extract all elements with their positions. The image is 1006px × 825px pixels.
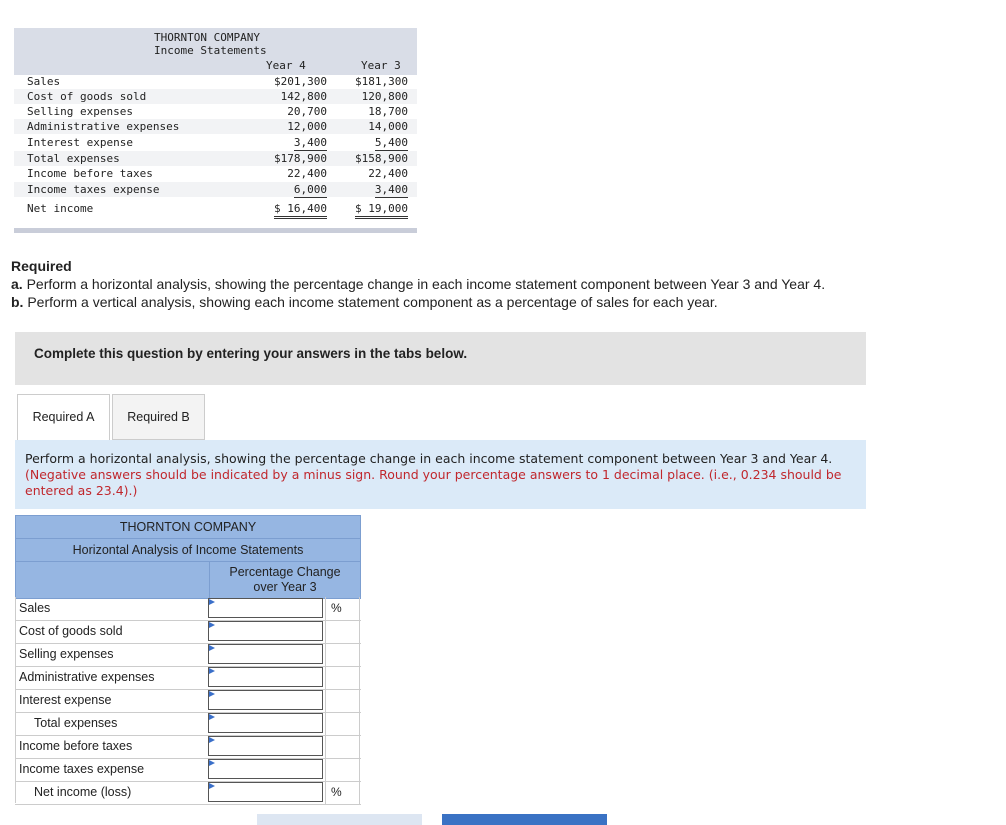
- answer-row-label: Cost of goods sold: [19, 624, 123, 638]
- year3-value: 18,700: [368, 105, 408, 118]
- percentage-change-line1: Percentage Change: [229, 565, 341, 579]
- required-b-prefix: b.: [11, 294, 24, 310]
- required-heading: Required: [11, 258, 72, 274]
- required-a: [11, 275, 825, 293]
- percent-sign: %: [331, 601, 342, 615]
- table-row: [15, 620, 361, 644]
- cell-divider: [325, 620, 326, 643]
- year4-value: 6,000: [293, 183, 327, 196]
- selling-pct-input[interactable]: [208, 644, 323, 664]
- year4-value: 3,400: [293, 136, 327, 149]
- year3-value: 22,400: [368, 167, 408, 180]
- answer-row-label: Administrative expenses: [19, 670, 155, 684]
- cogs-pct-input[interactable]: [208, 621, 323, 641]
- year4-value: 12,000: [287, 120, 327, 133]
- cell-divider: [359, 781, 360, 804]
- cell-divider: [325, 666, 326, 689]
- statement-row: [14, 182, 417, 197]
- year4-value: $201,300: [274, 75, 327, 88]
- answer-row-label: Income before taxes: [19, 739, 133, 753]
- percent-sign: %: [331, 785, 342, 799]
- required-b-text: Perform a vertical analysis, showing each income statement component as a percentage of sales for each year.: [23, 294, 718, 310]
- row-label: Cost of goods sold: [27, 90, 147, 103]
- year4-header: Year 4: [266, 59, 306, 72]
- statement-row: [14, 89, 417, 104]
- year3-value: 14,000: [368, 120, 408, 133]
- cell-divider: [325, 643, 326, 666]
- statement-row: [14, 151, 417, 166]
- row-label: Administrative expenses: [27, 120, 180, 133]
- table-row: [15, 758, 361, 782]
- statement-title: Income Statements: [154, 44, 267, 57]
- year4-value: $178,900: [274, 152, 327, 165]
- table-row: [15, 781, 361, 805]
- answer-row-label: Selling expenses: [19, 647, 114, 661]
- year4-value: $ 16,400: [274, 201, 327, 219]
- year3-header: Year 3: [361, 59, 401, 72]
- cell-divider: [325, 735, 326, 758]
- year3-value: $ 19,000: [355, 201, 408, 219]
- interest-pct-input[interactable]: [208, 690, 323, 710]
- cell-divider: [359, 597, 360, 620]
- cell-divider: [325, 712, 326, 735]
- table-row: [15, 689, 361, 713]
- cell-divider: [359, 620, 360, 643]
- required-a-text: Perform a horizontal analysis, showing the percentage change in each income statement component between Year 3 and Year 4.: [22, 276, 826, 292]
- prev-tab-button[interactable]: [257, 814, 422, 825]
- answer-row-label: Sales: [19, 601, 51, 615]
- statement-company: THORNTON COMPANY: [154, 31, 260, 44]
- answer-company: THORNTON COMPANY: [15, 515, 361, 539]
- income-statement-table: [14, 28, 417, 233]
- year3-value: 3,400: [374, 183, 408, 196]
- row-label: Interest expense: [27, 136, 133, 149]
- required-b: [11, 293, 825, 311]
- statement-row: [14, 104, 417, 119]
- row-label: Income taxes expense: [27, 183, 160, 196]
- tab-required-b[interactable]: Required B: [112, 394, 205, 440]
- cell-divider: [325, 597, 326, 620]
- answer-row-label: Total expenses: [34, 716, 118, 730]
- cell-divider: [359, 758, 360, 781]
- year3-value: 120,800: [361, 90, 408, 103]
- table-row: [15, 597, 361, 621]
- cell-divider: [325, 689, 326, 712]
- percentage-change-line2: over Year 3: [253, 580, 317, 594]
- year3-value: $181,300: [355, 75, 408, 88]
- income-before-taxes-pct-input[interactable]: [208, 736, 323, 756]
- year4-value: 142,800: [280, 90, 327, 103]
- answer-column-header: [15, 561, 361, 599]
- required-section: [11, 257, 825, 311]
- sales-pct-input[interactable]: [208, 598, 323, 618]
- net-income-pct-input[interactable]: [208, 782, 323, 802]
- row-label: Net income: [27, 202, 94, 215]
- admin-pct-input[interactable]: [208, 667, 323, 687]
- cell-divider: [325, 758, 326, 781]
- year4-value: 22,400: [287, 167, 327, 180]
- instructions-note: (Negative answers should be indicated by a minus sign. Round your percentage answers to 1 decimal place. (i.e., 0.234 should be entered as 23.4).): [25, 467, 842, 498]
- row-label: Sales: [27, 75, 61, 88]
- row-label: Selling expenses: [27, 105, 133, 118]
- banner-text: Complete this question by entering your answers in the tabs below.: [34, 346, 468, 361]
- answer-row-label: Interest expense: [19, 693, 112, 707]
- row-label: Total expenses: [27, 152, 120, 165]
- statement-row: [14, 119, 417, 134]
- cell-divider: [359, 643, 360, 666]
- cell-divider: [325, 781, 326, 804]
- answer-row-label: Income taxes expense: [19, 762, 145, 776]
- year3-value: 5,400: [374, 136, 408, 149]
- instructions-text: [25, 451, 855, 499]
- instruction-banner: [15, 332, 866, 385]
- income-taxes-pct-input[interactable]: [208, 759, 323, 779]
- cell-divider: [359, 735, 360, 758]
- table-row: [15, 643, 361, 667]
- cell-divider: [359, 712, 360, 735]
- table-row: [15, 666, 361, 690]
- statement-row: [14, 166, 417, 181]
- cell-divider: [359, 666, 360, 689]
- row-label: Income before taxes: [27, 167, 153, 180]
- year4-value: 20,700: [287, 105, 327, 118]
- table-row: [15, 735, 361, 759]
- cell-divider: [359, 689, 360, 712]
- answer-title: Horizontal Analysis of Income Statements: [15, 538, 361, 562]
- total-expenses-pct-input[interactable]: [208, 713, 323, 733]
- instructions-main: Perform a horizontal analysis, showing the percentage change in each income statement component between Year 3 and Year 4.: [25, 451, 833, 466]
- statement-row: [14, 135, 417, 150]
- tab-required-a[interactable]: Required A: [17, 394, 110, 441]
- next-tab-button[interactable]: [442, 814, 607, 825]
- percentage-change-header: [210, 565, 360, 595]
- statement-footer: [14, 228, 417, 233]
- statement-row: [14, 201, 417, 216]
- answer-row-label: Net income (loss): [34, 785, 132, 799]
- year3-value: $158,900: [355, 152, 408, 165]
- table-row: [15, 712, 361, 736]
- tab-instructions: [15, 440, 866, 509]
- statement-row: [14, 74, 417, 89]
- required-a-prefix: a.: [11, 276, 23, 292]
